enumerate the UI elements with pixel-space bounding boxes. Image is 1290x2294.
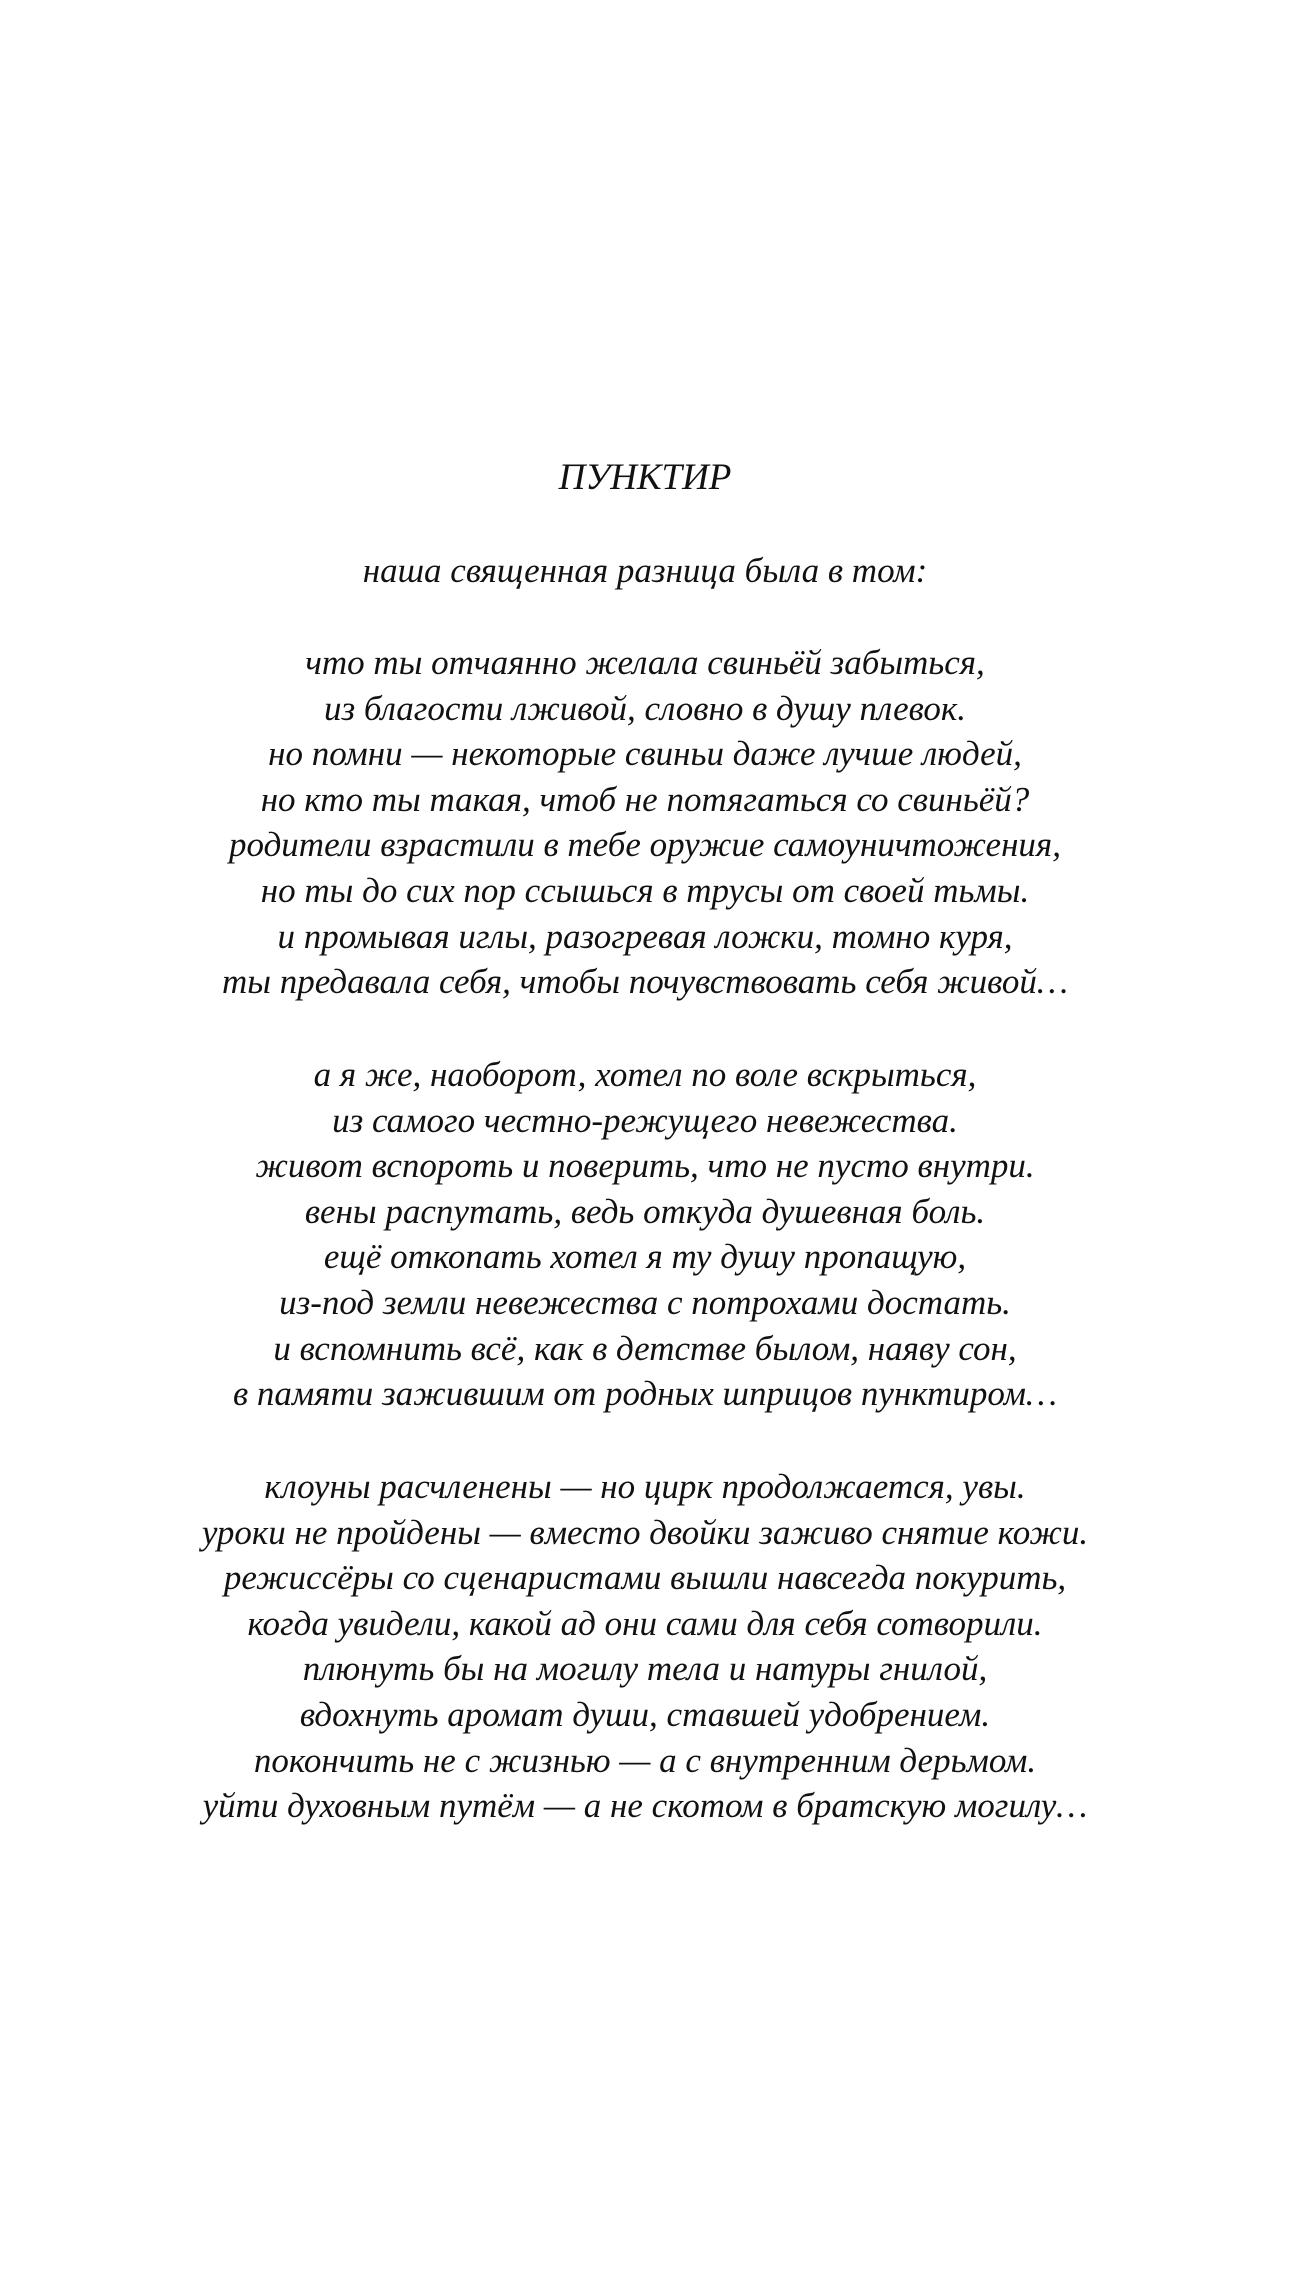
poem-line: из благости лживой, словно в душу плевок. — [323, 688, 967, 728]
poem-title: ПУНКТИР — [558, 457, 732, 498]
poem-line: родители взрастили в тебе оружие самоуничтожения, — [229, 825, 1061, 865]
poem-line: вены распутать, ведь откуда душевная боль. — [304, 1191, 986, 1231]
poem-line: в памяти зажившим от родных шприцов пунктиром… — [232, 1374, 1058, 1414]
poem-line: ты предавала себя, чтобы почувствовать себя живой… — [221, 962, 1068, 1002]
poem-line: клоуны расчленены — но цирк продолжается, увы. — [264, 1467, 1026, 1506]
poem-line: из-под земли невежества с потрохами достать. — [279, 1282, 1011, 1322]
poem-line: и вспомнить всё, как в детстве былом, наяву сон, — [273, 1328, 1017, 1368]
poem-line: плюнуть бы на могилу тела и натуры гнилой, — [302, 1649, 988, 1689]
poem-line: когда увидели, какой ад они сами для себя сотворили. — [247, 1603, 1043, 1643]
poem-line: покончить не с жизнью — а с внутренним дерьмом. — [253, 1740, 1037, 1780]
poem-line: а я же, наоборот, хотел по воле вскрыться, — [313, 1055, 977, 1094]
poem-line: ещё откопать хотел я ту душу пропащую, — [323, 1237, 967, 1277]
poem-intro: наша священная разница была в том: — [362, 551, 928, 590]
poem-line: но помни — некоторые свиньи даже лучше людей, — [268, 734, 1022, 774]
stanza-3 — [0, 1464, 1290, 1829]
poem-line: что ты отчаянно желала свиньёй забыться, — [305, 643, 985, 682]
poem-line: уйти духовным путём — а не скотом в братскую могилу… — [202, 1786, 1088, 1826]
poem-line: живот вспороть и поверить, что не пусто внутри. — [255, 1146, 1035, 1186]
poem-line: и промывая иглы, разогревая ложки, томно куря, — [277, 916, 1013, 956]
poem-line: но кто ты такая, чтоб не потягаться со свиньёй? — [260, 779, 1030, 819]
poem-line: режиссёры со сценаристами вышли навсегда покурить, — [223, 1558, 1067, 1598]
poem-line: вдохнуть аромат души, ставшей удобрением. — [299, 1694, 991, 1734]
stanza-1 — [0, 640, 1290, 1005]
poem-line: но ты до сих пор ссышься в трусы от своей тьмы. — [260, 870, 1030, 910]
poem-line: из самого честно-режущего невежества. — [332, 1100, 958, 1140]
poem-line: уроки не пройдены — вместо двойки заживо снятие кожи. — [201, 1512, 1089, 1552]
stanza-2 — [0, 1052, 1290, 1417]
